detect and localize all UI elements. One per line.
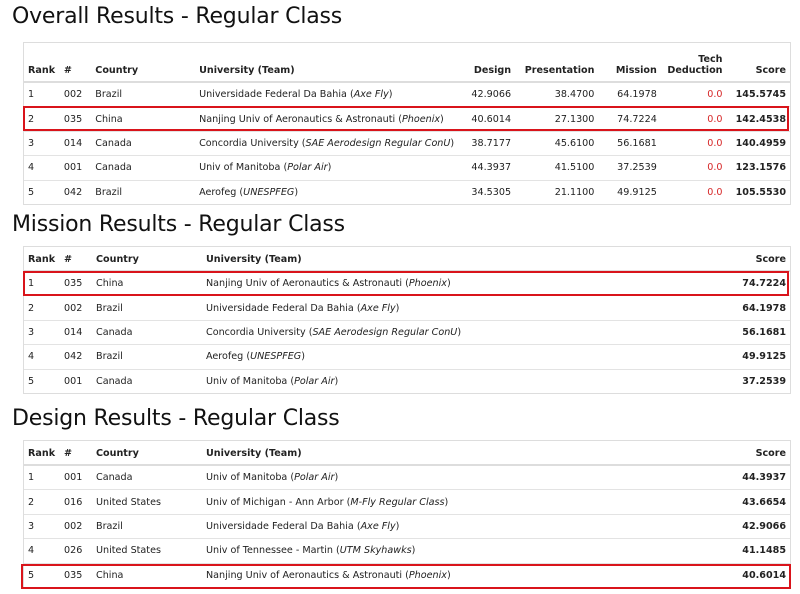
score-cell: 74.7224: [742, 278, 786, 290]
rank-cell: 5: [24, 180, 60, 204]
overall-results-table: [24, 43, 790, 204]
country-cell: Brazil: [92, 296, 202, 320]
number-cell: 002: [63, 89, 83, 101]
number-cell: 002: [60, 514, 92, 538]
number-cell: 014: [60, 131, 91, 155]
table-row: [24, 539, 790, 563]
university-team-cell: Nanjing Univ of Aeronautics & Astronauti (Phoenix): [202, 563, 702, 587]
country-cell: China: [92, 563, 202, 587]
number-cell: 035: [60, 563, 92, 587]
number-cell: 035: [64, 278, 83, 290]
table-row: [24, 156, 790, 180]
table-row: [24, 107, 790, 131]
tech-deduction-cell: 0.0: [661, 156, 727, 180]
university-name: Aerofeg: [206, 351, 244, 363]
col-country: Country: [92, 441, 202, 465]
team-name: Polar Air: [294, 472, 335, 484]
university-name: Concordia University: [199, 137, 299, 149]
university-team-cell: Nanjing Univ of Aeronautics & Astronauti (Phoenix): [195, 107, 458, 131]
col-num: #: [60, 441, 92, 465]
country-cell: Canada: [91, 131, 195, 155]
col-university: University (Team): [202, 247, 702, 271]
col-rank: Rank: [24, 441, 60, 465]
rank-cell: 3: [24, 514, 60, 538]
number-cell: 014: [60, 320, 92, 344]
country-cell: Canada: [92, 320, 202, 344]
table-row: [24, 563, 790, 587]
number-cell: 001: [64, 472, 83, 484]
score-cell: 41.1485: [702, 539, 790, 563]
tech-deduction-cell: 0.0: [661, 180, 727, 204]
presentation-score-cell: 27.1300: [515, 107, 598, 131]
country-cell: Brazil: [91, 180, 195, 204]
score-cell: 37.2539: [702, 369, 790, 393]
country-cell: Canada: [92, 369, 202, 393]
country-cell: Brazil: [92, 345, 202, 369]
number-cell: 042: [60, 345, 92, 369]
rank-cell: 1: [28, 278, 35, 290]
country-cell: Brazil: [92, 514, 202, 538]
table-row: [24, 345, 790, 369]
score-cell: 44.3937: [742, 472, 786, 484]
mission-score-cell: 74.7224: [598, 107, 660, 131]
col-num: #: [60, 43, 91, 82]
number-cell: 016: [60, 490, 92, 514]
score-cell: 40.6014: [702, 563, 790, 587]
presentation-score-cell: 21.1100: [515, 180, 598, 204]
team-name: UTM Skyhawks: [339, 545, 412, 557]
col-university: University (Team): [202, 441, 702, 465]
col-score: Score: [702, 247, 790, 271]
number-cell: 042: [60, 180, 91, 204]
col-rank: Rank: [24, 43, 60, 82]
col-university: University (Team): [195, 43, 458, 82]
university-team-cell: Concordia University (SAE Aerodesign Regular ConU): [195, 131, 458, 155]
design-results-panel: [23, 440, 791, 588]
team-name: SAE Aerodesign Regular ConU: [312, 326, 458, 338]
university-team-cell: Aerofeg (UNESPFEG): [202, 345, 702, 369]
university-name: Univ of Manitoba: [206, 472, 288, 484]
team-name: Axe Fly: [360, 520, 396, 532]
table-row: [24, 82, 790, 107]
team-name: Axe Fly: [353, 89, 389, 101]
table-row: [24, 369, 790, 393]
score-cell: 49.9125: [702, 345, 790, 369]
tech-deduction-cell: 0.0: [661, 107, 727, 131]
team-name: Polar Air: [287, 162, 328, 174]
table-row: [24, 296, 790, 320]
presentation-score-cell: 41.5100: [515, 156, 598, 180]
col-score: Score: [702, 441, 790, 465]
country-cell: United States: [92, 490, 202, 514]
table-row: [24, 465, 790, 490]
university-name: Univ of Tennessee - Martin: [206, 545, 333, 557]
rank-cell: 4: [24, 156, 60, 180]
university-team-cell: Universidade Federal Da Bahia (Axe Fly): [199, 89, 393, 101]
number-cell: 035: [60, 107, 91, 131]
col-rank: Rank: [24, 247, 60, 271]
country-cell: China: [96, 278, 124, 290]
team-name: Phoenix: [401, 113, 441, 125]
team-name: M-Fly Regular Class: [350, 496, 445, 508]
university-name: Universidade Federal Da Bahia: [199, 89, 347, 101]
university-name: Univ of Michigan - Ann Arbor: [206, 496, 344, 508]
score-cell: 42.9066: [702, 514, 790, 538]
design-score-cell: 34.5305: [458, 180, 515, 204]
col-presentation: Presentation: [515, 43, 598, 82]
score-cell: 64.1978: [702, 296, 790, 320]
university-team-cell: Univ of Manitoba (Polar Air): [202, 369, 702, 393]
rank-cell: 3: [24, 131, 60, 155]
university-team-cell: Nanjing Univ of Aeronautics & Astronauti (Phoenix): [206, 278, 451, 290]
rank-cell: 3: [24, 320, 60, 344]
team-name: UNESPFEG: [243, 186, 295, 198]
rank-cell: 2: [24, 107, 60, 131]
mission-results-table: [24, 247, 790, 393]
presentation-score-cell: 38.4700: [554, 89, 595, 101]
rank-cell: 5: [24, 563, 60, 587]
col-design: Design: [458, 43, 515, 82]
rank-cell: 5: [24, 369, 60, 393]
table-row: [24, 180, 790, 204]
tech-deduction-cell: 0.0: [661, 131, 727, 155]
col-score: Score: [727, 43, 790, 82]
university-name: Concordia University: [206, 326, 306, 338]
rank-cell: 4: [24, 539, 60, 563]
team-name: Phoenix: [408, 569, 447, 581]
total-score-cell: 142.4538: [727, 107, 790, 131]
university-team-cell: Universidade Federal Da Bahia (Axe Fly): [202, 296, 702, 320]
table-row: [24, 131, 790, 155]
total-score-cell: 105.5530: [727, 180, 790, 204]
mission-score-cell: 56.1681: [598, 131, 660, 155]
mission-score-cell: 37.2539: [598, 156, 660, 180]
university-name: Nanjing Univ of Aeronautics & Astronauti: [206, 569, 403, 581]
country-cell: Canada: [96, 472, 133, 484]
university-name: Universidade Federal Da Bahia: [206, 520, 354, 532]
table-row: [24, 490, 790, 514]
col-country: Country: [91, 43, 195, 82]
university-team-cell: Univ of Michigan - Ann Arbor (M-Fly Regular Class): [202, 490, 702, 514]
total-score-cell: 123.1576: [727, 156, 790, 180]
mission-score-cell: 49.9125: [598, 180, 660, 204]
university-name: Aerofeg: [199, 186, 237, 198]
mission-section-title: Mission Results - Regular Class: [12, 212, 345, 237]
team-name: UNESPFEG: [250, 351, 302, 363]
design-results-table: [24, 441, 790, 587]
design-score-cell: 42.9066: [471, 89, 512, 101]
university-team-cell: Univ of Manitoba (Polar Air): [206, 472, 339, 484]
team-name: Phoenix: [408, 278, 447, 290]
rank-cell: 1: [28, 472, 35, 484]
design-score-cell: 38.7177: [458, 131, 515, 155]
total-score-cell: 145.5745: [735, 89, 786, 101]
country-cell: United States: [92, 539, 202, 563]
col-tech-deduction: Tech Deduction: [661, 43, 727, 82]
tech-deduction-cell: 0.0: [707, 89, 723, 101]
team-name: Axe Fly: [360, 302, 396, 314]
university-name: Univ of Manitoba: [199, 162, 281, 174]
number-cell: 001: [60, 369, 92, 393]
university-name: Nanjing Univ of Aeronautics & Astronauti: [199, 113, 396, 125]
overall-section-title: Overall Results - Regular Class: [12, 4, 343, 29]
country-cell: Brazil: [95, 89, 123, 101]
rank-cell: 2: [24, 296, 60, 320]
col-country: Country: [92, 247, 202, 271]
university-team-cell: Univ of Manitoba (Polar Air): [195, 156, 458, 180]
number-cell: 026: [60, 539, 92, 563]
col-num: #: [60, 247, 92, 271]
mission-results-panel: [23, 246, 791, 394]
rank-cell: 1: [28, 89, 35, 101]
university-name: Universidade Federal Da Bahia: [206, 302, 354, 314]
team-name: Polar Air: [294, 375, 335, 387]
university-name: Univ of Manitoba: [206, 375, 288, 387]
table-row: [24, 320, 790, 344]
total-score-cell: 140.4959: [727, 131, 790, 155]
team-name: SAE Aerodesign Regular ConU: [305, 137, 451, 149]
presentation-score-cell: 45.6100: [515, 131, 598, 155]
overall-results-panel: [23, 42, 791, 205]
score-cell: 56.1681: [702, 320, 790, 344]
country-cell: China: [91, 107, 195, 131]
university-team-cell: Universidade Federal Da Bahia (Axe Fly): [202, 514, 702, 538]
design-score-cell: 40.6014: [458, 107, 515, 131]
number-cell: 001: [60, 156, 91, 180]
design-score-cell: 44.3937: [458, 156, 515, 180]
table-row: [24, 514, 790, 538]
mission-score-cell: 64.1978: [617, 89, 657, 101]
rank-cell: 2: [24, 490, 60, 514]
university-team-cell: Univ of Tennessee - Martin (UTM Skyhawks): [202, 539, 702, 563]
number-cell: 002: [60, 296, 92, 320]
university-name: Nanjing Univ of Aeronautics & Astronauti: [206, 278, 403, 290]
university-team-cell: Aerofeg (UNESPFEG): [195, 180, 458, 204]
country-cell: Canada: [91, 156, 195, 180]
university-team-cell: Concordia University (SAE Aerodesign Regular ConU): [202, 320, 702, 344]
design-section-title: Design Results - Regular Class: [12, 406, 340, 431]
score-cell: 43.6654: [702, 490, 790, 514]
rank-cell: 4: [24, 345, 60, 369]
table-row: [24, 271, 790, 296]
col-mission: Mission: [598, 43, 660, 82]
